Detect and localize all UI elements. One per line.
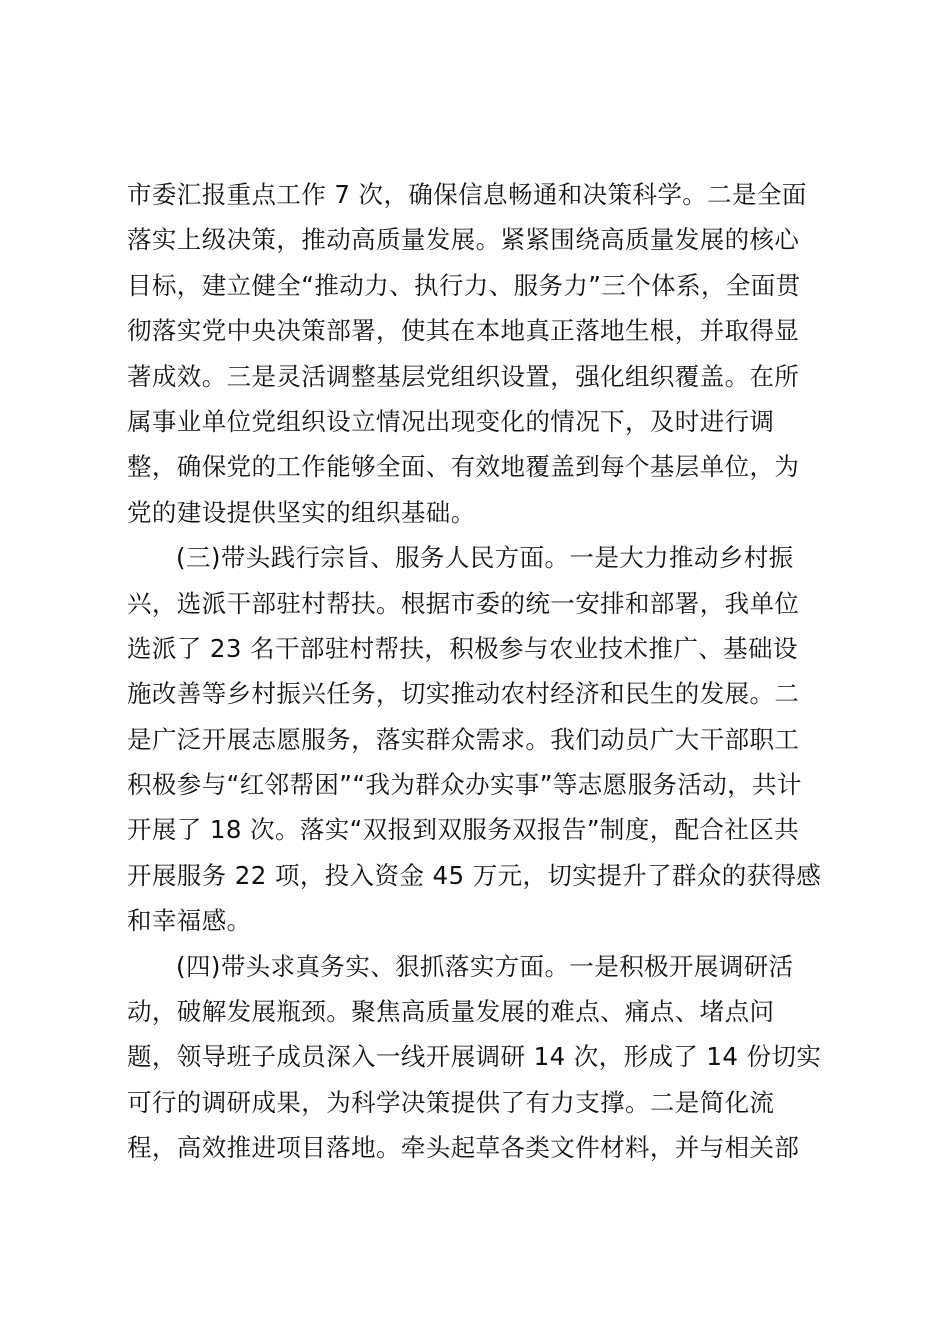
text-line: 程，高效推进项目落地。牵头起草各类文件材料，并与相关部 (127, 1133, 800, 1163)
text-line: 施改善等乡村振兴任务，切实推动农村经济和民生的发展。二 (127, 679, 800, 709)
text-line: 落实上级决策，推动高质量发展。紧紧围绕高质量发展的核心 (127, 225, 800, 255)
text-line: 兴，选派干部驻村帮扶。根据市委的统一安排和部署，我单位 (127, 588, 800, 618)
text-line: 和幸福感。 (127, 906, 252, 936)
text-line: 开展服务 22 项，投入资金 45 万元，切实提升了群众的获得感 (127, 860, 822, 890)
text-line: 著成效。三是灵活调整基层党组织设置，强化组织覆盖。在所 (127, 361, 800, 391)
text-line: 是广泛开展志愿服务，落实群众需求。我们动员广大干部职工 (127, 724, 800, 754)
text-line: 彻落实党中央决策部署，使其在本地真正落地生根，并取得显 (127, 316, 800, 346)
text-line: (三)带头践行宗旨、服务人民方面。一是大力推动乡村振 (176, 543, 794, 573)
paragraph-continuation (127, 172, 827, 535)
text-line: 整，确保党的工作能够全面、有效地覆盖到每个基层单位，为 (127, 452, 800, 482)
text-line: 题，领导班子成员深入一线开展调研 14 次，形成了 14 份切实 (127, 1042, 822, 1072)
text-line: 可行的调研成果，为科学决策提供了有力支撑。二是简化流 (127, 1087, 775, 1117)
text-line: 开展了 18 次。落实“双报到双服务双报告”制度，配合社区共 (127, 815, 800, 845)
text-line: 属事业单位党组织设立情况出现变化的情况下，及时进行调 (127, 406, 775, 436)
text-line: 党的建设提供坚实的组织基础。 (127, 497, 476, 527)
document-body (127, 172, 827, 1171)
text-line: (四)带头求真务实、狠抓落实方面。一是积极开展调研活 (176, 951, 794, 981)
text-line: 目标，建立健全“推动力、执行力、服务力”三个体系，全面贯 (127, 270, 801, 300)
text-line: 动，破解发展瓶颈。聚焦高质量发展的难点、痛点、堵点问 (127, 997, 775, 1027)
paragraph-section-3 (127, 535, 827, 944)
paragraph-section-4 (127, 944, 827, 1171)
text-line: 积极参与“红邻帮困”“我为群众办实事”等志愿服务活动，共计 (127, 770, 802, 800)
text-line: 市委汇报重点工作 7 次，确保信息畅通和决策科学。二是全面 (127, 180, 807, 209)
text-line: 选派了 23 名干部驻村帮扶，积极参与农业技术推广、基础设 (127, 633, 798, 663)
